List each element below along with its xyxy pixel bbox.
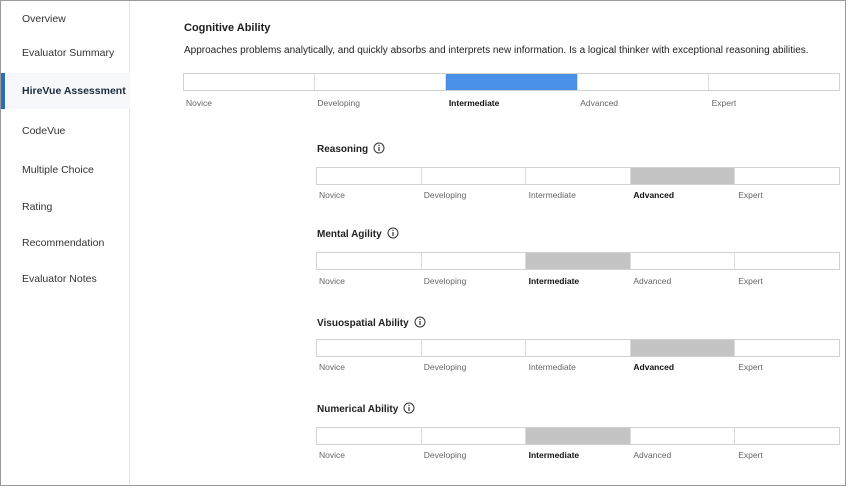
sidebar (1, 1, 130, 485)
level-label: Novice (319, 190, 345, 200)
scale-segment-developing (315, 74, 446, 90)
level-label: Novice (319, 276, 345, 286)
sidebar-item-overview[interactable]: Overview (22, 13, 66, 25)
scale-segment-novice (317, 340, 422, 356)
sidebar-item-hirevue-assessment[interactable]: HireVue Assessment (1, 73, 130, 109)
scale-segment-expert (735, 253, 839, 269)
section-description: Approaches problems analytically, and quickly absorbs and interprets new information. Is a logical thinker with exceptional reasoning abilities. (184, 45, 809, 56)
numerical-ability-level-labels (316, 450, 840, 462)
subcompetency-name: Visuospatial Ability (317, 318, 409, 329)
scale-segment-intermediate (526, 340, 631, 356)
scale-segment-expert (735, 168, 839, 184)
level-label: Expert (738, 190, 763, 200)
info-icon[interactable] (414, 316, 426, 331)
level-label: Novice (186, 98, 212, 108)
subcompetency-name: Numerical Ability (317, 404, 399, 415)
numerical-ability-title (317, 402, 415, 417)
scale-segment-novice (317, 253, 422, 269)
level-label: Developing (423, 190, 467, 200)
scale-segment-advanced (631, 168, 736, 184)
scale-segment-advanced (631, 428, 736, 444)
visuospatial-ability-level-labels (316, 362, 840, 374)
info-icon[interactable] (403, 402, 415, 417)
mental-agility-level-labels (316, 276, 840, 288)
scale-segment-intermediate (526, 168, 631, 184)
overall-level-labels (183, 98, 840, 110)
level-label: Advanced (633, 276, 672, 286)
subcompetency-name: Mental Agility (317, 229, 382, 240)
scale-segment-developing (422, 253, 527, 269)
reasoning-title (317, 142, 385, 157)
scale-segment-advanced (631, 253, 736, 269)
level-label: Intermediate (528, 362, 576, 372)
scale-segment-developing (422, 428, 527, 444)
level-label: Developing (423, 362, 467, 372)
sidebar-item-multiple-choice[interactable]: Multiple Choice (22, 164, 94, 176)
scale-segment-intermediate (526, 253, 631, 269)
scale-segment-expert (735, 340, 839, 356)
level-label: Expert (711, 98, 737, 108)
level-label: Developing (317, 98, 360, 108)
level-label: Advanced (580, 98, 619, 108)
subcompetency-name: Reasoning (317, 144, 369, 155)
level-label: Expert (738, 276, 763, 286)
sidebar-item-codevue[interactable]: CodeVue (22, 125, 66, 137)
sidebar-item-evaluator-notes[interactable]: Evaluator Notes (22, 273, 97, 285)
visuospatial-ability-title (317, 316, 426, 331)
level-label: Novice (319, 450, 345, 460)
level-label: Advanced (633, 450, 672, 460)
sidebar-item-rating[interactable]: Rating (22, 201, 53, 213)
level-label: Expert (738, 450, 763, 460)
scale-segment-intermediate (446, 74, 577, 90)
sidebar-item-evaluator-summary[interactable]: Evaluator Summary (22, 47, 115, 59)
scale-segment-developing (422, 168, 527, 184)
reasoning-level-labels (316, 190, 840, 202)
scale-segment-novice (184, 74, 315, 90)
level-label: Advanced (633, 190, 675, 200)
numerical-ability-level-scale (316, 427, 840, 445)
scale-segment-novice (317, 168, 422, 184)
reasoning-level-scale (316, 167, 840, 185)
scale-segment-advanced (578, 74, 709, 90)
level-label: Advanced (633, 362, 675, 372)
assessment-panel (131, 0, 847, 486)
level-label: Intermediate (528, 190, 576, 200)
level-label: Novice (319, 362, 345, 372)
scale-segment-expert (735, 428, 839, 444)
level-label: Intermediate (528, 276, 580, 286)
scale-segment-developing (422, 340, 527, 356)
scale-segment-expert (709, 74, 839, 90)
mental-agility-level-scale (316, 252, 840, 270)
scale-segment-novice (317, 428, 422, 444)
info-icon[interactable] (373, 142, 385, 157)
visuospatial-ability-level-scale (316, 339, 840, 357)
level-label: Intermediate (448, 98, 500, 108)
level-label: Developing (423, 450, 467, 460)
info-icon[interactable] (387, 227, 399, 242)
mental-agility-title (317, 227, 399, 242)
scale-segment-intermediate (526, 428, 631, 444)
level-label: Intermediate (528, 450, 580, 460)
overall-level-scale (183, 73, 840, 91)
level-label: Developing (423, 276, 467, 286)
section-title: Cognitive Ability (184, 22, 271, 34)
sidebar-item-recommendation[interactable]: Recommendation (22, 237, 105, 249)
level-label: Expert (738, 362, 763, 372)
scale-segment-advanced (631, 340, 736, 356)
